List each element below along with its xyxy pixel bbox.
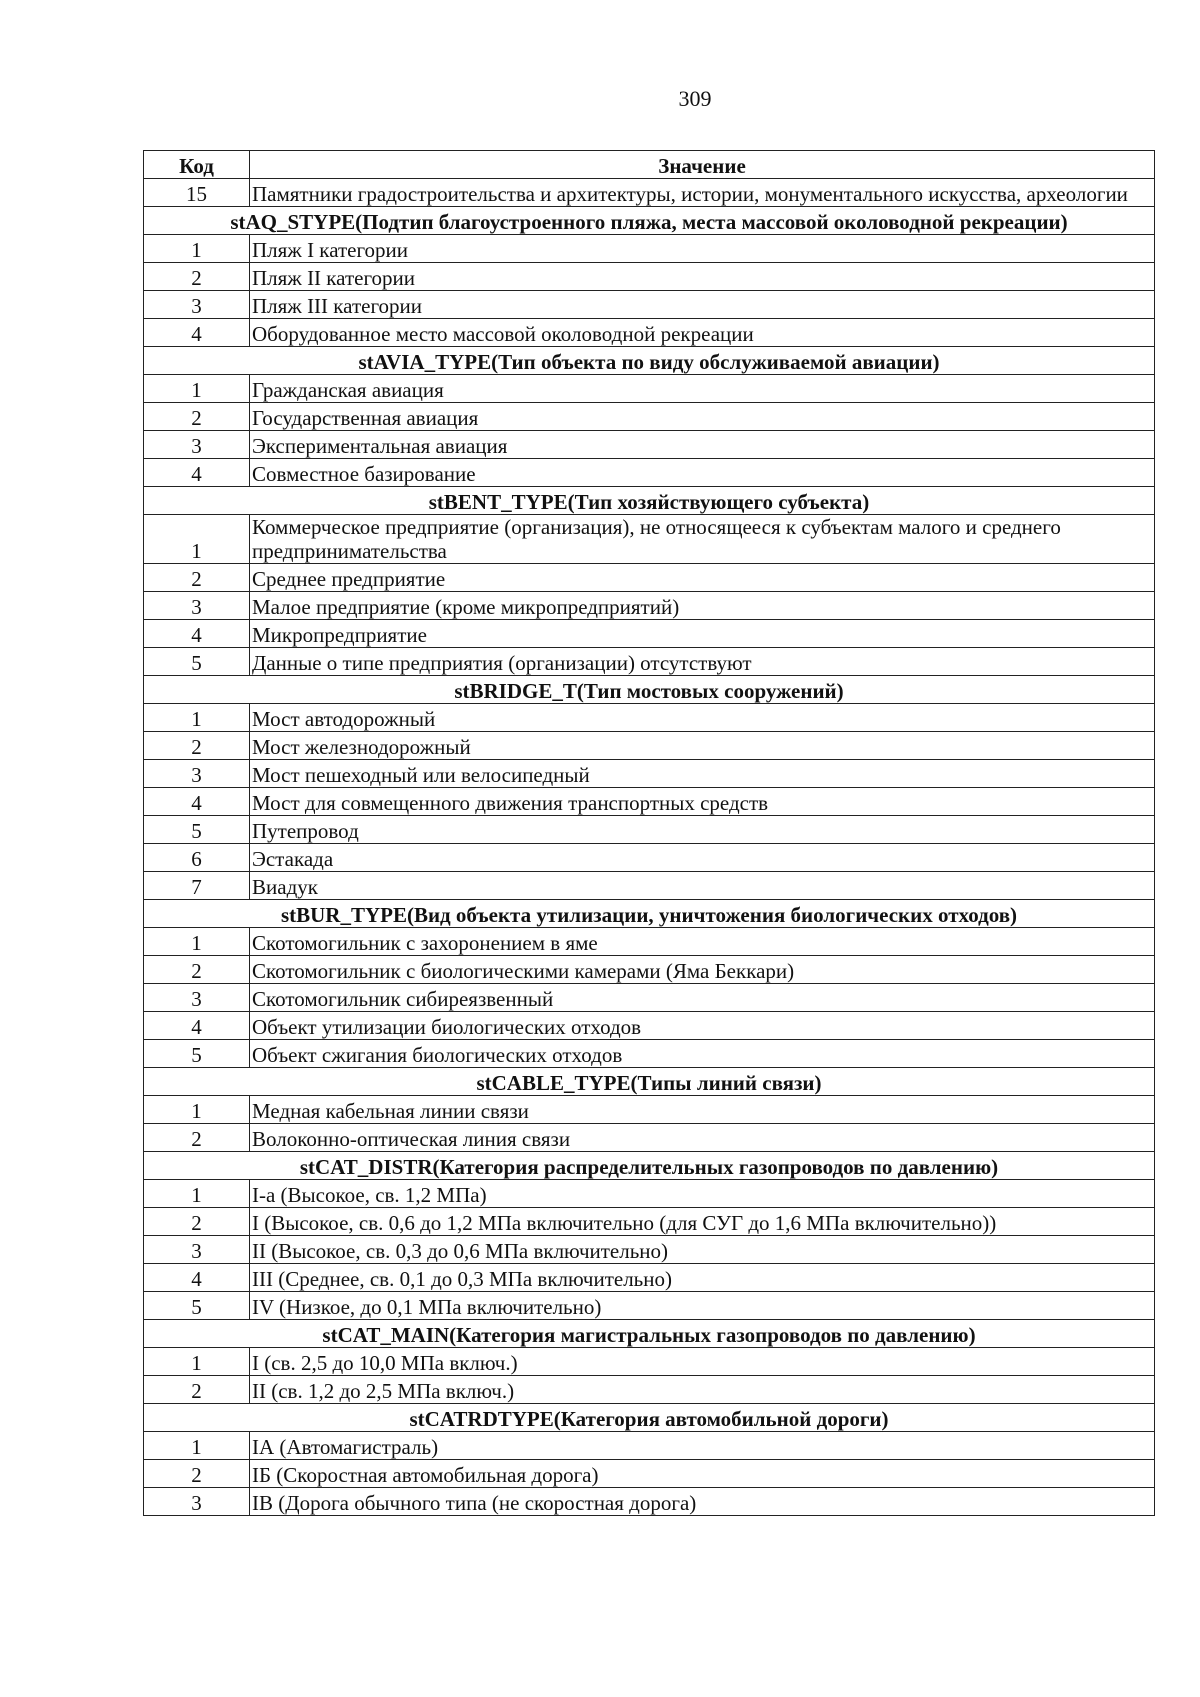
code-cell: 2 <box>144 263 250 291</box>
value-cell: Оборудованное место массовой околоводной рекреации <box>250 319 1155 347</box>
table-row <box>144 1180 1155 1208</box>
table-row <box>144 1012 1155 1040</box>
value-cell: Микропредприятие <box>250 620 1155 648</box>
section-header-row <box>144 1320 1155 1348</box>
code-cell: 3 <box>144 291 250 319</box>
value-cell: IБ (Скоростная автомобильная дорога) <box>250 1460 1155 1488</box>
value-cell: Мост пешеходный или велосипедный <box>250 760 1155 788</box>
section-header-row <box>144 1152 1155 1180</box>
code-cell: 5 <box>144 1040 250 1068</box>
code-cell: 1 <box>144 515 250 564</box>
code-cell: 2 <box>144 403 250 431</box>
table-row <box>144 375 1155 403</box>
code-cell: 1 <box>144 375 250 403</box>
table-row <box>144 1040 1155 1068</box>
section-title: stBUR_TYPE(Вид объекта утилизации, уничтожения биологических отходов) <box>144 900 1155 928</box>
table-row <box>144 403 1155 431</box>
code-cell: 4 <box>144 1264 250 1292</box>
table-row <box>144 459 1155 487</box>
code-cell: 2 <box>144 1208 250 1236</box>
code-cell: 5 <box>144 816 250 844</box>
section-header-row <box>144 900 1155 928</box>
section-title: stCATRDTYPE(Категория автомобильной дороги) <box>144 1404 1155 1432</box>
section-header-row <box>144 487 1155 515</box>
code-cell: 7 <box>144 872 250 900</box>
code-cell: 3 <box>144 1236 250 1264</box>
table-row <box>144 179 1155 207</box>
code-cell: 1 <box>144 1432 250 1460</box>
table-row <box>144 564 1155 592</box>
code-cell: 2 <box>144 1124 250 1152</box>
value-cell: Данные о типе предприятия (организации) отсутствуют <box>250 648 1155 676</box>
table-row <box>144 760 1155 788</box>
value-cell: Гражданская авиация <box>250 375 1155 403</box>
code-cell: 2 <box>144 956 250 984</box>
value-cell: Мост для совмещенного движения транспортных средств <box>250 788 1155 816</box>
value-cell: Пляж II категории <box>250 263 1155 291</box>
table-row <box>144 1376 1155 1404</box>
table-row <box>144 1264 1155 1292</box>
table-row <box>144 263 1155 291</box>
value-cell: I (Высокое, св. 0,6 до 1,2 МПа включительно (для СУГ до 1,6 МПа включительно)) <box>250 1208 1155 1236</box>
code-cell: 3 <box>144 1488 250 1516</box>
table-row <box>144 788 1155 816</box>
value-cell: Памятники градостроительства и архитектуры, истории, монументального искусства, археологии <box>250 179 1155 207</box>
code-cell: 5 <box>144 1292 250 1320</box>
code-cell: 2 <box>144 732 250 760</box>
value-cell: Скотомогильник сибиреязвенный <box>250 984 1155 1012</box>
code-table <box>143 150 1155 1516</box>
value-cell: Пляж I категории <box>250 235 1155 263</box>
code-cell: 2 <box>144 564 250 592</box>
value-cell: Скотомогильник с биологическими камерами (Яма Беккари) <box>250 956 1155 984</box>
value-cell: III (Среднее, св. 0,1 до 0,3 МПа включительно) <box>250 1264 1155 1292</box>
code-cell: 1 <box>144 1096 250 1124</box>
table-row <box>144 1488 1155 1516</box>
value-cell: Скотомогильник с захоронением в яме <box>250 928 1155 956</box>
code-cell: 15 <box>144 179 250 207</box>
value-cell: Волоконно-оптическая линия связи <box>250 1124 1155 1152</box>
code-cell: 4 <box>144 459 250 487</box>
table-row <box>144 515 1155 564</box>
table-row <box>144 431 1155 459</box>
code-cell: 3 <box>144 984 250 1012</box>
code-cell: 4 <box>144 788 250 816</box>
table-body <box>144 179 1155 1516</box>
header-value: Значение <box>250 151 1155 179</box>
value-cell: II (Высокое, св. 0,3 до 0,6 МПа включительно) <box>250 1236 1155 1264</box>
section-title: stCAT_DISTR(Категория распределительных газопроводов по давлению) <box>144 1152 1155 1180</box>
table-row <box>144 928 1155 956</box>
section-header-row <box>144 676 1155 704</box>
page-number: 309 <box>678 86 712 111</box>
section-title: stAQ_STYPE(Подтип благоустроенного пляжа, места массовой околоводной рекреации) <box>144 207 1155 235</box>
value-cell: Путепровод <box>250 816 1155 844</box>
table-row <box>144 620 1155 648</box>
table-row <box>144 1432 1155 1460</box>
section-title: stBRIDGE_T(Тип мостовых сооружений) <box>144 676 1155 704</box>
value-cell: Эстакада <box>250 844 1155 872</box>
table-row <box>144 648 1155 676</box>
code-cell: 4 <box>144 1012 250 1040</box>
table-row <box>144 704 1155 732</box>
code-cell: 3 <box>144 592 250 620</box>
value-cell: I (св. 2,5 до 10,0 МПа включ.) <box>250 1348 1155 1376</box>
code-cell: 1 <box>144 1348 250 1376</box>
code-cell: 1 <box>144 928 250 956</box>
table-row <box>144 1348 1155 1376</box>
value-cell: Государственная авиация <box>250 403 1155 431</box>
section-title: stAVIA_TYPE(Тип объекта по виду обслуживаемой авиации) <box>144 347 1155 375</box>
table-row <box>144 732 1155 760</box>
code-cell: 4 <box>144 620 250 648</box>
table-row <box>144 319 1155 347</box>
table-row <box>144 872 1155 900</box>
value-cell: Виадук <box>250 872 1155 900</box>
value-cell: Объект утилизации биологических отходов <box>250 1012 1155 1040</box>
value-cell: Малое предприятие (кроме микропредприятий) <box>250 592 1155 620</box>
header-code: Код <box>144 151 250 179</box>
code-cell: 1 <box>144 1180 250 1208</box>
table-row <box>144 1096 1155 1124</box>
section-title: stCABLE_TYPE(Типы линий связи) <box>144 1068 1155 1096</box>
code-cell: 5 <box>144 648 250 676</box>
value-cell: Медная кабельная линии связи <box>250 1096 1155 1124</box>
table-header-row <box>144 151 1155 179</box>
table-row <box>144 291 1155 319</box>
code-cell: 1 <box>144 704 250 732</box>
code-cell: 4 <box>144 319 250 347</box>
code-cell: 3 <box>144 431 250 459</box>
value-cell: Коммерческое предприятие (организация), не относящееся к субъектам малого и среднего предпринимательства <box>250 515 1155 564</box>
value-cell: IА (Автомагистраль) <box>250 1432 1155 1460</box>
value-cell: Экспериментальная авиация <box>250 431 1155 459</box>
section-header-row <box>144 1404 1155 1432</box>
table-row <box>144 1460 1155 1488</box>
table-row <box>144 235 1155 263</box>
section-header-row <box>144 347 1155 375</box>
table-row <box>144 1208 1155 1236</box>
code-cell: 2 <box>144 1460 250 1488</box>
code-cell: 1 <box>144 235 250 263</box>
value-cell: Объект сжигания биологических отходов <box>250 1040 1155 1068</box>
code-cell: 3 <box>144 760 250 788</box>
value-cell: Пляж III категории <box>250 291 1155 319</box>
value-cell: Совместное базирование <box>250 459 1155 487</box>
code-cell: 6 <box>144 844 250 872</box>
value-cell: I-а (Высокое, св. 1,2 МПа) <box>250 1180 1155 1208</box>
table-row <box>144 592 1155 620</box>
section-title: stBENT_TYPE(Тип хозяйствующего субъекта) <box>144 487 1155 515</box>
value-cell: IВ (Дорога обычного типа (не скоростная дорога) <box>250 1488 1155 1516</box>
table-row <box>144 1292 1155 1320</box>
table-row <box>144 956 1155 984</box>
table-row <box>144 1124 1155 1152</box>
section-header-row <box>144 207 1155 235</box>
value-cell: Мост автодорожный <box>250 704 1155 732</box>
value-cell: IV (Низкое, до 0,1 МПа включительно) <box>250 1292 1155 1320</box>
table-row <box>144 816 1155 844</box>
section-header-row <box>144 1068 1155 1096</box>
section-title: stCAT_MAIN(Категория магистральных газопроводов по давлению) <box>144 1320 1155 1348</box>
value-cell: II (св. 1,2 до 2,5 МПа включ.) <box>250 1376 1155 1404</box>
table-row <box>144 844 1155 872</box>
code-cell: 2 <box>144 1376 250 1404</box>
table-row <box>144 984 1155 1012</box>
value-cell: Мост железнодорожный <box>250 732 1155 760</box>
value-cell: Среднее предприятие <box>250 564 1155 592</box>
table-row <box>144 1236 1155 1264</box>
